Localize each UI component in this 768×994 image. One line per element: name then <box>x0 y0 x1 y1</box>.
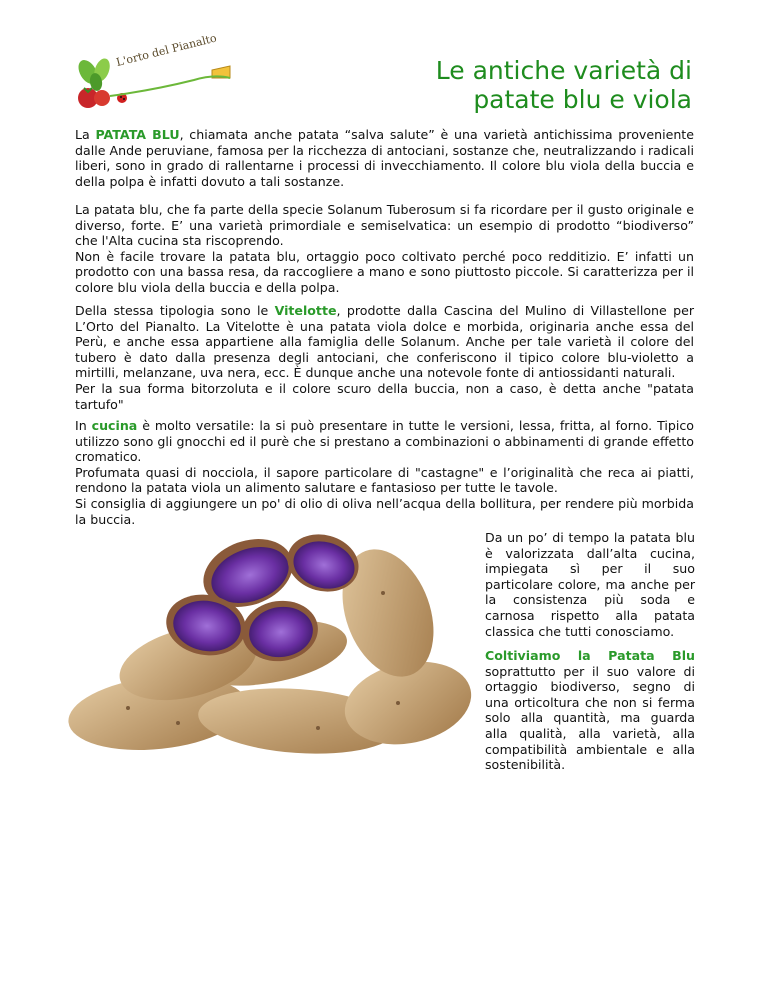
potatoes-illustration <box>68 533 477 758</box>
paragraph-intro <box>75 127 694 189</box>
p4-rest: è molto versatile: la si può presentare in tutte le versioni, lessa, fritta, al forno. Tipico utilizzo sono gli gnocchi ed il purè che si prestano a combinazioni o abbinamenti di grande effetto cromatico. <box>75 418 694 465</box>
p3-rest: , prodotte dalla Cascina del Mulino di Villastellone per L’Orto del Pianalto. La Vitelotte è una patata viola dolce e morbida, originaria anche essa del Perù, e anche essa appartiene alla famiglia delle Solanum. Anche per tale varietà il colore del tubero è dato dalla presenza degli antociani, che conferiscono il tipico colore blu-violetto a mirtilli, melanzane, uva nera, ecc. È dunque anche una notevole fonte di antiossidanti naturali. <box>75 303 694 381</box>
title-line-1: Le antiche varietà di <box>435 56 692 85</box>
p1-rest: , chiamata anche patata “salva salute” è una varietà antichissima proveniente dalle Ande peruviane, famosa per la ricchezza di antociani, sostanze che, neutralizzando i radicali liberi, sono in grado di rallentarne i processi di invecchiamento. Il colore blu viola della buccia e della polpa è infatti dovuto a tali sostanze. <box>75 127 694 189</box>
p2-line-2: Non è facile trovare la patata blu, ortaggio poco coltivato perché poco redditizio. E’ infatti un prodotto con una bassa resa, da raccogliere a mano e sono piuttosto piccole. Si caratterizza per il colore blu viola della buccia e della polpa. <box>75 248 694 295</box>
side2-rest: soprattutto per il suo valore di ortaggio biodiverso, segno di una orticoltura che non si ferma solo alla quantità, ma guarda alla qualità, alla varietà, alla compatibilità ambientale e alla sostenibilità. <box>485 663 695 773</box>
blue-potatoes-photo <box>68 533 477 758</box>
p2-line-1: La patata blu, che fa parte della specie Solanum Tuberosum si fa ricordare per il gusto originale e diverso, forte. E’ una varietà primordiale e semiselvatica: un esempio di prodotto “biodiverso” che l'Alta cucina sta riscoprendo. <box>75 202 694 249</box>
page-title <box>332 56 692 114</box>
p4-line-3: Si consiglia di aggiungere un po' di olio di oliva nell’acqua della bollitura, per rendere più morbida la buccia. <box>75 495 694 527</box>
patata-blu-highlight: PATATA BLU <box>95 127 180 142</box>
coltiviamo-highlight: Coltiviamo la Patata Blu <box>485 648 695 663</box>
p4-line-2: Profumata quasi di nocciola, il sapore particolare di "castagne" e l’originalità che reca ai piatti, rendono la patata viola un alimento salutare e fantasioso per tutte le tavole. <box>75 464 694 496</box>
side-paragraph-alta-cucina: Da un po’ di tempo la patata blu è valorizzata dall’alta cucina, impiegata sì per il suo particolare colore, ma anche per la consistenza più soda e carnosa rispetto alla patata classica che tutti conosciamo. <box>485 530 695 639</box>
side-paragraph-coltiviamo <box>485 648 695 773</box>
p4-pre: In <box>75 418 92 433</box>
paragraph-solanum <box>75 202 694 296</box>
logo-brand-text: L'orto del Pianalto <box>114 31 218 69</box>
vitelotte-highlight: Vitelotte <box>274 303 337 318</box>
orto-del-pianalto-logo <box>74 31 234 114</box>
p3-pre: Della stessa tipologia sono le <box>75 303 275 318</box>
tomato-icon <box>94 90 110 106</box>
title-line-2: patate blu e viola <box>473 85 692 114</box>
cucina-highlight: cucina <box>91 418 138 433</box>
paragraph-cucina <box>75 418 694 527</box>
p3-line-2: Per la sua forma bitorzoluta e il colore scuro della buccia, non a caso, è detta anche "patata tartufo" <box>75 380 694 412</box>
paragraph-vitelotte <box>75 303 694 412</box>
p1-pre: La <box>75 127 96 142</box>
